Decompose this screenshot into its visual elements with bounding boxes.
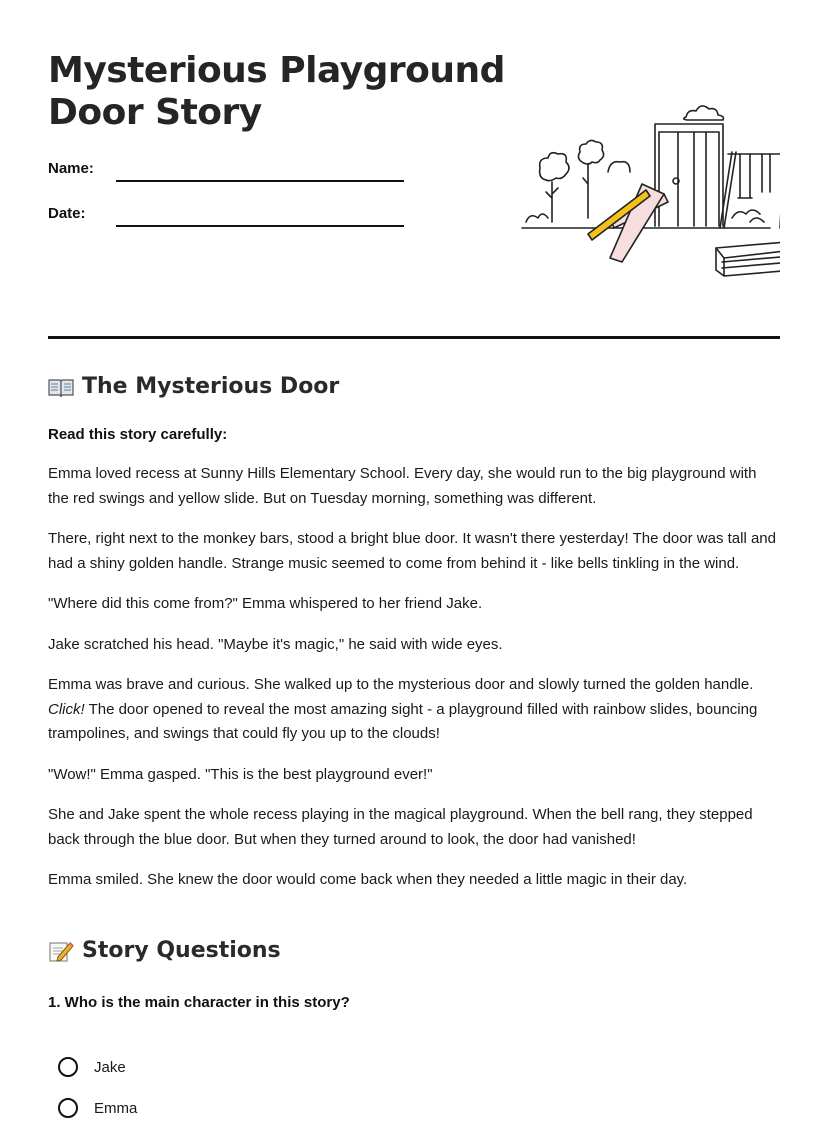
tree-icon bbox=[540, 153, 569, 181]
answer-option-label: Jake bbox=[94, 1058, 126, 1076]
name-label: Name: bbox=[48, 160, 94, 177]
answer-option-jake[interactable] bbox=[58, 1054, 126, 1080]
story-paragraph: She and Jake spent the whole recess playing in the magical playground. When the bell rang, they stepped back through the blue door. But when they turned around to look, the door had vanished! bbox=[48, 806, 753, 848]
questions-heading bbox=[48, 938, 281, 963]
radio-button[interactable] bbox=[58, 1098, 78, 1118]
name-line[interactable] bbox=[116, 180, 404, 182]
story-paragraph: Emma smiled. She knew the door would come back when they needed a little magic in their day. bbox=[48, 871, 688, 888]
answer-option-label: Emma bbox=[94, 1099, 138, 1117]
story-heading bbox=[48, 374, 339, 399]
radio-button[interactable] bbox=[58, 1057, 78, 1077]
open-book-icon bbox=[48, 376, 74, 398]
memo-pencil-icon bbox=[48, 940, 74, 962]
story-paragraph: There, right next to the monkey bars, stood a bright blue door. It wasn't there yesterday! The door was tall and had a shiny golden handle. Strange music seemed to come from behind it - like bells tinkling in the wind. bbox=[48, 530, 776, 572]
door-icon bbox=[655, 124, 723, 226]
playground-door-illustration bbox=[518, 98, 780, 278]
story-paragraph: "Wow!" Emma gasped. "This is the best playground ever!" bbox=[48, 765, 433, 783]
name-field[interactable] bbox=[48, 160, 408, 190]
story-paragraph: Emma loved recess at Sunny Hills Elementary School. Every day, she would run to the big playground with the red swings and yellow slide. But on Tuesday morning, something was different. bbox=[48, 465, 757, 507]
date-line[interactable] bbox=[116, 225, 404, 227]
story-sentence: The door opened to reveal the most amazing sight - a playground filled with rainbow slides, bouncing trampolines, and swings that could fly you up to the clouds! bbox=[48, 700, 758, 742]
section-divider bbox=[48, 336, 780, 339]
questions-heading-text: Story Questions bbox=[82, 938, 281, 963]
cloud-icon bbox=[684, 106, 724, 120]
sandbox-icon bbox=[716, 242, 780, 258]
question-1: 1. Who is the main character in this story? bbox=[48, 994, 350, 1011]
date-field[interactable] bbox=[48, 205, 408, 235]
story-sentence: Emma was brave and curious. She walked up to the mysterious door and slowly turned the golden handle. bbox=[48, 676, 754, 693]
date-label: Date: bbox=[48, 205, 86, 222]
story-instruction: Read this story carefully: bbox=[48, 426, 228, 443]
story-heading-text: The Mysterious Door bbox=[82, 374, 340, 399]
story-paragraph: "Where did this come from?" Emma whispered to her friend Jake. bbox=[48, 595, 483, 612]
answer-option-emma[interactable] bbox=[58, 1095, 137, 1121]
click-sound: Click! bbox=[48, 700, 85, 718]
story-paragraph bbox=[48, 673, 776, 747]
story-text bbox=[48, 462, 776, 909]
worksheet-title: Mysterious Playground Door Story bbox=[48, 50, 505, 133]
story-paragraph: Jake scratched his head. "Maybe it's magic," he said with wide eyes. bbox=[48, 635, 503, 653]
